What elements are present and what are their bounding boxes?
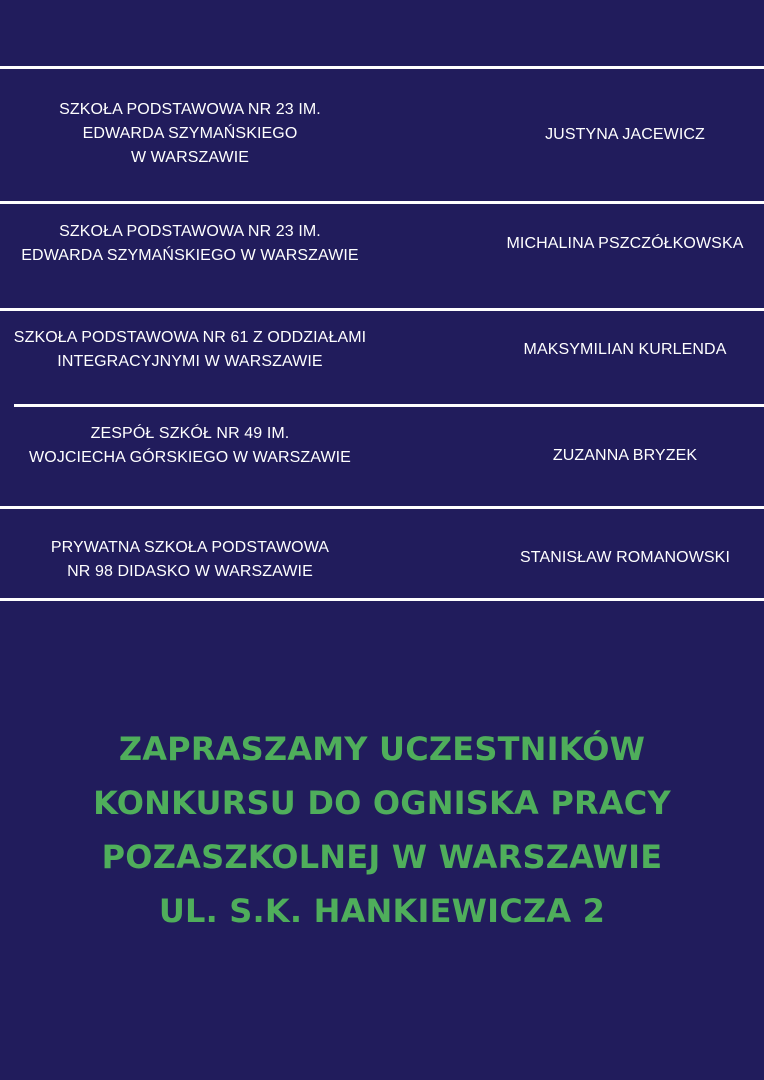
divider-top xyxy=(0,66,764,69)
participant-name: MICHALINA PSZCZÓŁKOWSKA xyxy=(506,235,744,252)
divider-2 xyxy=(0,308,764,311)
school-name: SZKOŁA PODSTAWOWA NR 61 Z ODDZIAŁAMI INTEGRACYJNYMI W WARSZAWIE xyxy=(13,329,367,370)
invitation-line-2: KONKURSU DO OGNISKA PRACY xyxy=(93,784,671,822)
invitation-line-1: ZAPRASZAMY UCZESTNIKÓW xyxy=(118,730,646,768)
participant-name: STANISŁAW ROMANOWSKI xyxy=(519,549,730,566)
divider-3 xyxy=(14,404,764,407)
school-name: SZKOŁA PODSTAWOWA NR 23 IM. EDWARDA SZYMAŃSKIEGO W WARSZAWIE xyxy=(21,223,359,264)
invitation-text xyxy=(0,722,764,938)
divider-4 xyxy=(0,506,764,509)
participant-name: JUSTYNA JACEWICZ xyxy=(545,126,705,143)
participant-name: ZUZANNA BRYZEK xyxy=(552,447,698,464)
participant-name: MAKSYMILIAN KURLENDA xyxy=(523,341,727,358)
divider-1 xyxy=(0,201,764,204)
divider-bottom xyxy=(0,598,764,601)
invitation-line-4: UL. S.K. HANKIEWICZA 2 xyxy=(158,892,606,930)
school-name: SZKOŁA PODSTAWOWA NR 23 IM. EDWARDA SZYMAŃSKIEGO W WARSZAWIE xyxy=(59,101,321,166)
invitation-line-3: POZASZKOLNEJ W WARSZAWIE xyxy=(101,838,663,876)
school-name: PRYWATNA SZKOŁA PODSTAWOWA NR 98 DIDASKO W WARSZAWIE xyxy=(50,539,330,580)
school-name: ZESPÓŁ SZKÓŁ NR 49 IM. WOJCIECHA GÓRSKIEGO W WARSZAWIE xyxy=(29,425,351,466)
